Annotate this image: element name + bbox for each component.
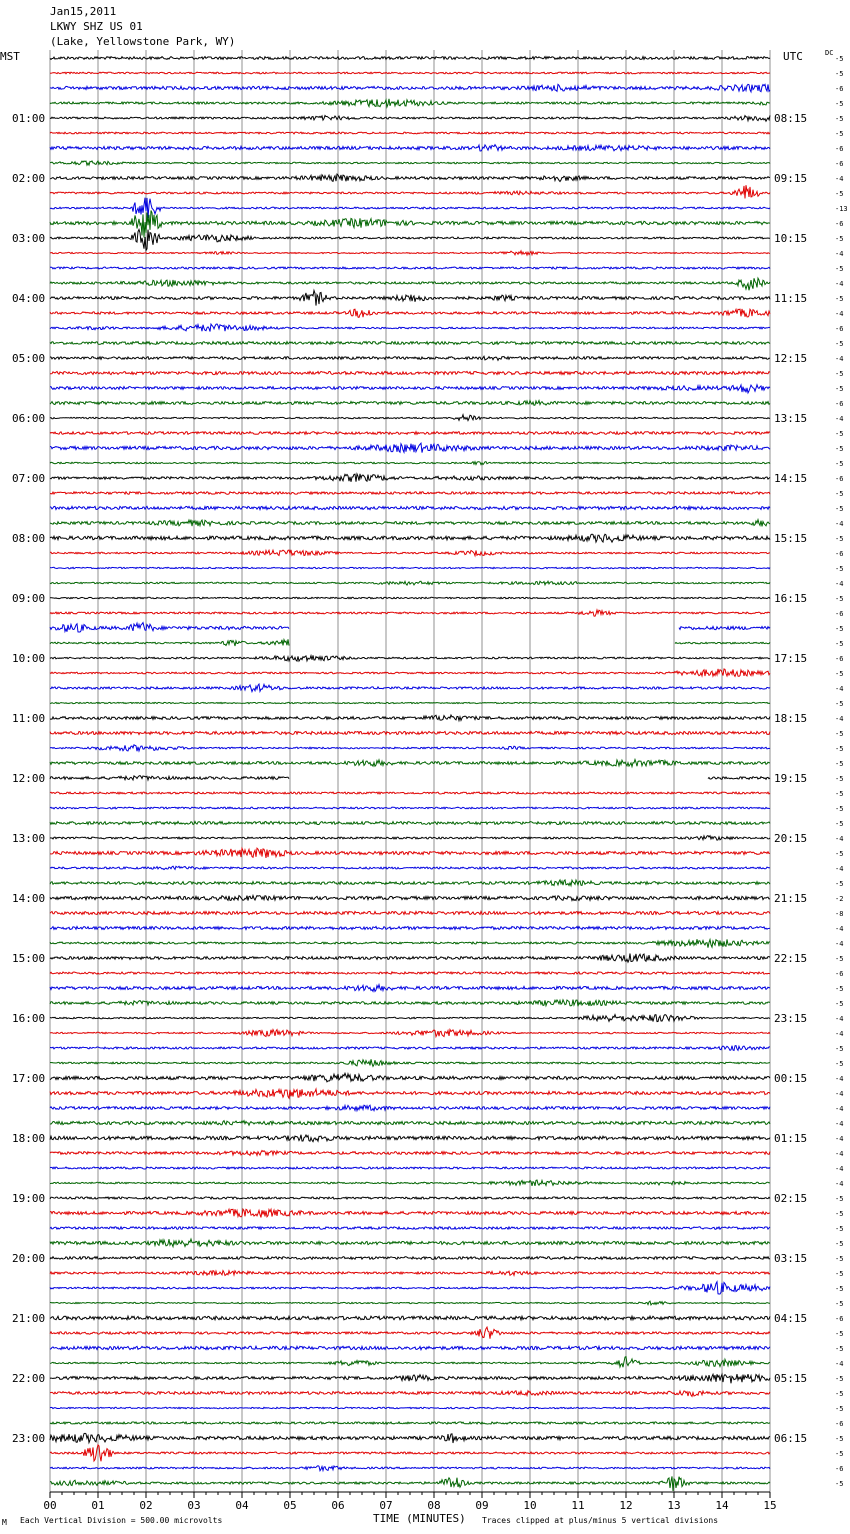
trace-row: [50, 927, 770, 930]
dc-offset-label: -6: [835, 145, 844, 153]
dc-offset-label: -5: [835, 670, 844, 678]
dc-offset-label: -5: [835, 385, 844, 393]
dc-offset-label: -4: [835, 1180, 844, 1188]
dc-offset-label: -4: [835, 1015, 844, 1023]
dc-offset-label: -4: [835, 940, 844, 948]
dc-offset-label: -4: [835, 1150, 844, 1158]
dc-offset-label: -4: [835, 580, 844, 588]
trace-row: [50, 954, 770, 963]
right-hour-label: 13:15: [774, 412, 808, 425]
trace-row: [50, 1239, 770, 1247]
dc-offset-label: -5: [835, 445, 844, 453]
dc-offset-label: -4: [835, 685, 844, 693]
trace-row: [50, 1151, 770, 1156]
trace-row: [50, 639, 770, 646]
trace-row: [50, 324, 770, 332]
trace-row: [50, 371, 770, 374]
right-hour-label: 01:15: [774, 1132, 808, 1145]
dc-offset-label: -5: [835, 1480, 844, 1488]
dc-offset-label: -5: [835, 505, 844, 513]
left-hour-label: 20:00: [12, 1252, 46, 1265]
trace-row: [50, 132, 770, 134]
dc-offset-label: -5: [835, 1450, 844, 1458]
trace-row: [50, 291, 770, 306]
dc-offset-label: -5: [835, 340, 844, 348]
x-tick-label: 00: [43, 1499, 57, 1512]
right-hour-label: 09:15: [774, 172, 808, 185]
dc-offset-label: -5: [835, 760, 844, 768]
dc-offset-label: -6: [835, 160, 844, 168]
right-hour-label: 18:15: [774, 712, 808, 725]
dc-offset-label: -5: [835, 100, 844, 108]
dc-offset-label: -5: [835, 430, 844, 438]
trace-row: [50, 1121, 770, 1126]
right-hour-label: 12:15: [774, 352, 808, 365]
dc-offset-label: -5: [835, 190, 844, 198]
footer-mark: M: [2, 1518, 7, 1527]
dc-offset-label: -4: [835, 1090, 844, 1098]
dc-offset-label: -4: [835, 520, 844, 528]
left-hour-label: 07:00: [12, 472, 46, 485]
x-tick-label: 04: [235, 1499, 249, 1512]
x-tick-label: 13: [667, 1499, 681, 1512]
trace-row: [50, 972, 770, 974]
trace-row: [50, 623, 770, 632]
trace-row: [50, 1167, 770, 1169]
date-label: Jan15,2011: [50, 5, 117, 18]
trace-row: [50, 534, 770, 542]
trace-row: [50, 1282, 770, 1294]
trace-row: [50, 230, 770, 251]
right-hour-label: 14:15: [774, 472, 808, 485]
x-tick-label: 07: [379, 1499, 393, 1512]
right-hour-label: 08:15: [774, 112, 808, 125]
right-hour-label: 22:15: [774, 952, 808, 965]
dc-offset-label: -5: [835, 1300, 844, 1308]
left-hour-label: 19:00: [12, 1192, 46, 1205]
trace-row: [50, 1227, 770, 1229]
right-hour-label: 06:15: [774, 1432, 808, 1445]
x-tick-label: 02: [139, 1499, 153, 1512]
right-hour-label: 00:15: [774, 1072, 808, 1085]
trace-row: [50, 72, 770, 74]
dc-offset-label: -6: [835, 85, 844, 93]
trace-row: [50, 702, 770, 703]
dc-offset-label: -5: [835, 1375, 844, 1383]
right-hour-label: 04:15: [774, 1312, 808, 1325]
trace-row: [50, 1135, 770, 1142]
dc-offset-label: -5: [835, 730, 844, 738]
trace-row: [50, 356, 770, 360]
dc-offset-label: -4: [835, 835, 844, 843]
dc-offset-label: -5: [835, 1255, 844, 1263]
dc-offset-label: -5: [835, 955, 844, 963]
dc-offset-label: -6: [835, 1465, 844, 1473]
trace-row: [50, 1000, 770, 1007]
trace-row: [50, 1391, 770, 1397]
dc-offset-label: -5: [835, 565, 844, 573]
dc-offset-label: -4: [835, 715, 844, 723]
dc-offset-label: -5: [835, 55, 844, 63]
trace-row: [50, 115, 770, 121]
left-hour-label: 18:00: [12, 1132, 46, 1145]
dc-offset-label: -5: [835, 1345, 844, 1353]
right-hour-label: 11:15: [774, 292, 808, 305]
x-tick-label: 11: [571, 1499, 585, 1512]
trace-row: [50, 880, 770, 886]
trace-row: [50, 1316, 770, 1320]
left-hour-label: 22:00: [12, 1372, 46, 1385]
trace-row: [50, 211, 770, 238]
trace-row: [50, 278, 770, 290]
trace-row: [50, 866, 770, 869]
dc-offset-label: -5: [835, 880, 844, 888]
left-hour-label: 06:00: [12, 412, 46, 425]
dc-offset-label: -6: [835, 970, 844, 978]
left-hour-label: 23:00: [12, 1432, 46, 1445]
dc-offset-label: -5: [835, 850, 844, 858]
trace-row: [50, 174, 770, 181]
trace-row: [50, 520, 770, 527]
trace-row: [50, 1476, 770, 1491]
x-tick-label: 14: [715, 1499, 729, 1512]
clip-note: Traces clipped at plus/minus 5 vertical divisions: [482, 1516, 719, 1525]
dc-offset-label: -6: [835, 1420, 844, 1428]
trace-row: [50, 1357, 770, 1368]
trace-row: [50, 760, 770, 767]
left-hour-label: 15:00: [12, 952, 46, 965]
trace-row: [50, 655, 770, 661]
trace-row: [50, 1073, 770, 1082]
left-hour-label: 10:00: [12, 652, 46, 665]
dc-offset-label: -6: [835, 550, 844, 558]
trace-row: [50, 550, 770, 556]
trace-row: [50, 1407, 770, 1408]
left-hour-label: 03:00: [12, 232, 46, 245]
dc-offset-label: -8: [835, 910, 844, 918]
left-hour-label: 02:00: [12, 172, 46, 185]
dc-offset-header: DC: [825, 49, 834, 57]
dc-offset-label: -5: [835, 460, 844, 468]
trace-row: [50, 1046, 770, 1051]
trace-row: [50, 1271, 770, 1276]
dc-offset-label: -4: [835, 1030, 844, 1038]
dc-offset-label: -5: [835, 1405, 844, 1413]
trace-row: [50, 822, 770, 825]
left-hour-label: 12:00: [12, 772, 46, 785]
left-hour-label: 17:00: [12, 1072, 46, 1085]
scale-note: Each Vertical Division = 500.00 microvolts: [20, 1516, 223, 1525]
trace-row: [50, 567, 770, 568]
dc-offset-label: -5: [835, 1240, 844, 1248]
trace-row: [50, 1445, 770, 1461]
trace-row: [50, 1466, 770, 1471]
left-hour-label: 21:00: [12, 1312, 46, 1325]
trace-row: [50, 792, 770, 794]
left-hour-label: 16:00: [12, 1012, 46, 1025]
dc-offset-label: -5: [835, 235, 844, 243]
right-hour-label: 16:15: [774, 592, 808, 605]
trace-row: [50, 474, 770, 482]
dc-offset-label: -4: [835, 175, 844, 183]
trace-row: [50, 1180, 770, 1186]
trace-row: [50, 432, 770, 435]
dc-offset-label: -5: [835, 295, 844, 303]
trace-row: [50, 506, 770, 509]
right-hour-label: 05:15: [774, 1372, 808, 1385]
trace-row: [50, 939, 770, 947]
dc-offset-label: -5: [835, 625, 844, 633]
trace-row: [50, 610, 770, 616]
dc-offset-label: -4: [835, 1135, 844, 1143]
left-hour-label: 04:00: [12, 292, 46, 305]
dc-offset-label: -4: [835, 1105, 844, 1113]
trace-row: [50, 836, 770, 841]
trace-row: [50, 731, 770, 734]
dc-offset-label: -5: [835, 70, 844, 78]
dc-offset-label: -5: [835, 1285, 844, 1293]
dc-offset-label: -4: [835, 415, 844, 423]
trace-row: [50, 715, 770, 721]
trace-row: [50, 1422, 770, 1424]
trace-row: [50, 985, 770, 992]
trace-row: [50, 684, 770, 692]
right-hour-label: 15:15: [774, 532, 808, 545]
dc-offset-label: -4: [835, 865, 844, 873]
dc-offset-label: -6: [835, 400, 844, 408]
dc-offset-label: -5: [835, 1045, 844, 1053]
dc-offset-label: -6: [835, 475, 844, 483]
trace-row: [50, 415, 770, 421]
right-hour-label: 17:15: [774, 652, 808, 665]
dc-offset-label: -5: [835, 1060, 844, 1068]
trace-row: [50, 1346, 770, 1349]
left-hour-label: 14:00: [12, 892, 46, 905]
dc-offset-label: -4: [835, 250, 844, 258]
left-hour-label: 01:00: [12, 112, 46, 125]
x-axis-title: TIME (MINUTES): [373, 1512, 466, 1525]
dc-offset-label: -6: [835, 325, 844, 333]
right-hour-label: 20:15: [774, 832, 808, 845]
x-tick-label: 10: [523, 1499, 537, 1512]
x-tick-label: 15: [763, 1499, 777, 1512]
x-tick-label: 06: [331, 1499, 345, 1512]
dc-offset-label: -5: [835, 1195, 844, 1203]
dc-offset-label: -5: [835, 1390, 844, 1398]
trace-row: [50, 462, 770, 465]
trace-row: [50, 1209, 770, 1217]
dc-offset-label: -4: [835, 1360, 844, 1368]
dc-offset-label: -5: [835, 820, 844, 828]
dc-offset-label: -5: [835, 265, 844, 273]
dc-offset-label: -5: [835, 805, 844, 813]
trace-row: [50, 848, 770, 858]
dc-offset-label: -6: [835, 655, 844, 663]
trace-row: [50, 669, 770, 677]
right-hour-label: 19:15: [774, 772, 808, 785]
trace-row: [50, 1374, 770, 1383]
trace-row: [50, 57, 770, 60]
left-timezone-label: MST: [0, 50, 20, 63]
dc-offset-label: -5: [835, 115, 844, 123]
dc-offset-label: -5: [835, 535, 844, 543]
right-hour-label: 03:15: [774, 1252, 808, 1265]
trace-row: [50, 342, 770, 345]
trace-row: [50, 1301, 770, 1305]
dc-offset-label: -5: [835, 775, 844, 783]
trace-row: [50, 84, 770, 92]
dc-offset-label: -5: [835, 130, 844, 138]
station-label: LKWY SHZ US 01: [50, 20, 143, 33]
left-hour-label: 11:00: [12, 712, 46, 725]
trace-row: [50, 896, 770, 901]
dc-offset-label: -6: [835, 1315, 844, 1323]
trace-row: [50, 776, 770, 780]
x-tick-label: 05: [283, 1499, 297, 1512]
dc-offset-label: -4: [835, 280, 844, 288]
x-tick-label: 01: [91, 1499, 105, 1512]
dc-offset-label: -4: [835, 355, 844, 363]
dc-offset-label: -5: [835, 1210, 844, 1218]
trace-row: [50, 401, 770, 406]
dc-offset-label: -5: [835, 1225, 844, 1233]
trace-row: [50, 1059, 770, 1066]
right-hour-label: 21:15: [774, 892, 808, 905]
trace-row: [50, 1327, 770, 1339]
dc-offset-label: -5: [835, 370, 844, 378]
dc-offset-label: -5: [835, 1330, 844, 1338]
trace-row: [50, 385, 770, 393]
dc-offset-label: -4: [835, 310, 844, 318]
dc-offset-label: -6: [835, 220, 844, 228]
trace-row: [50, 1105, 770, 1110]
trace-row: [50, 161, 770, 165]
trace-row: [50, 185, 770, 198]
x-tick-label: 08: [427, 1499, 441, 1512]
trace-row: [50, 912, 770, 915]
trace-row: [50, 443, 770, 452]
trace-row: [50, 597, 770, 598]
x-tick-label: 09: [475, 1499, 489, 1512]
dc-offset-label: -5: [835, 790, 844, 798]
dc-offset-label: -4: [835, 925, 844, 933]
trace-row: [50, 251, 770, 255]
right-hour-label: 23:15: [774, 1012, 808, 1025]
location-label: (Lake, Yellowstone Park, WY): [50, 35, 236, 48]
trace-row: [50, 745, 770, 751]
dc-offset-label: -5: [835, 1000, 844, 1008]
trace-row: [50, 581, 770, 585]
trace-row: [50, 1257, 770, 1260]
trace-row: [50, 267, 770, 269]
trace-row: [50, 309, 770, 317]
trace-row: [50, 1197, 770, 1199]
trace-row: [50, 198, 770, 218]
left-hour-label: 08:00: [12, 532, 46, 545]
dc-offset-label: -5: [835, 700, 844, 708]
left-hour-label: 05:00: [12, 352, 46, 365]
dc-offset-label: -5: [835, 745, 844, 753]
trace-row: [50, 1015, 770, 1022]
x-tick-label: 12: [619, 1499, 633, 1512]
dc-offset-label: -4: [835, 1120, 844, 1128]
trace-row: [50, 492, 770, 494]
dc-offset-label: -2: [835, 895, 844, 903]
dc-offset-label: -13: [835, 205, 848, 213]
trace-row: [50, 807, 770, 809]
right-hour-label: 10:15: [774, 232, 808, 245]
left-hour-label: 13:00: [12, 832, 46, 845]
dc-offset-label: -4: [835, 1075, 844, 1083]
dc-offset-label: -4: [835, 1165, 844, 1173]
trace-row: [50, 99, 770, 107]
dc-offset-label: -5: [835, 1270, 844, 1278]
right-timezone-label: UTC: [783, 50, 803, 63]
trace-row: [50, 1433, 770, 1443]
x-tick-label: 03: [187, 1499, 201, 1512]
trace-row: [50, 1089, 770, 1098]
trace-row: [50, 1030, 770, 1037]
dc-offset-label: -5: [835, 490, 844, 498]
dc-offset-label: -5: [835, 640, 844, 648]
right-hour-label: 02:15: [774, 1192, 808, 1205]
dc-offset-label: -5: [835, 1435, 844, 1443]
dc-offset-label: -5: [835, 985, 844, 993]
dc-offset-label: -6: [835, 610, 844, 618]
left-hour-label: 09:00: [12, 592, 46, 605]
dc-offset-label: -5: [835, 595, 844, 603]
trace-row: [50, 145, 770, 151]
